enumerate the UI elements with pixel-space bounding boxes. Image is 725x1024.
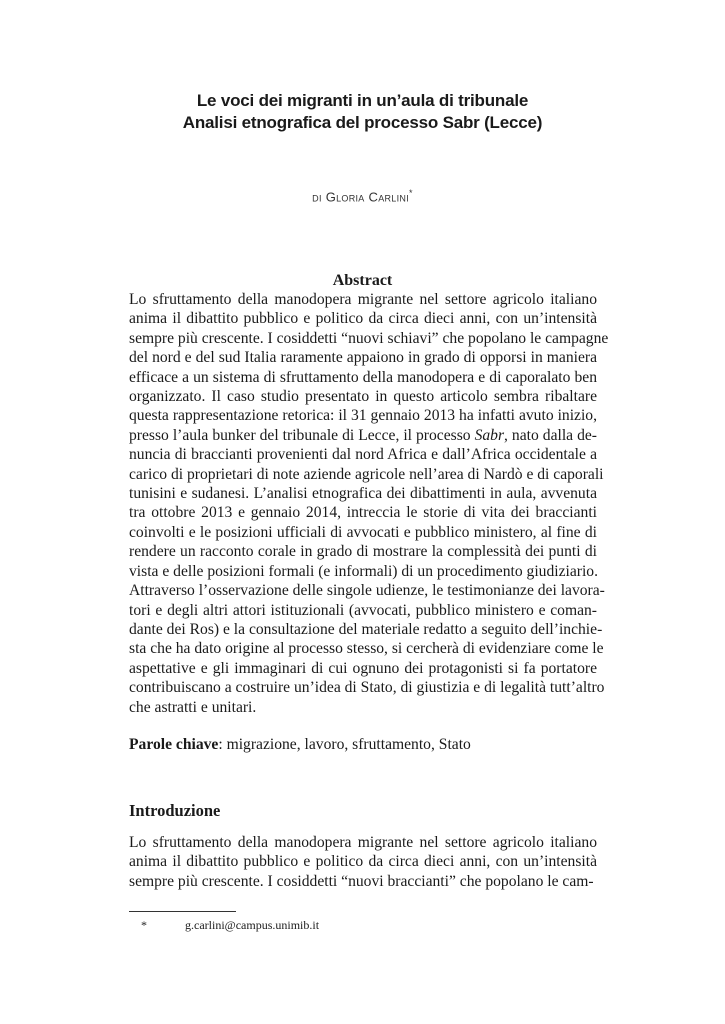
text-line: sta che ha dato origine al processo stesso, si cercherà di evidenziare come le <box>129 640 604 658</box>
text-line: questa rappresentazione retorica: il 31 gennaio 2013 ha infatti avuto inizio, <box>129 407 597 425</box>
text-line: rendere un racconto corale in grado di mostrare la complessità dei punti di <box>129 543 597 561</box>
text-line: che astratti e unitari. <box>129 698 257 716</box>
introduction-heading: Introduzione <box>129 801 221 820</box>
text-line: carico di proprietari di note aziende agricole nell’area di Nardò e di caporali <box>129 465 604 483</box>
text-line: anima il dibattito pubblico e politico da circa dieci anni, con un’intensità <box>129 310 597 328</box>
footnote-email: g.carlini@campus.unimib.it <box>185 918 320 932</box>
title-line-1: Le voci dei migranti in un’aula di tribunale <box>196 91 529 110</box>
footnote <box>141 918 319 933</box>
text-line: tori e degli altri attori istituzionali (avvocati, pubblico ministero e coman- <box>129 601 597 619</box>
text-line: organizzato. Il caso studio presentato in questo articolo sembra ribaltare <box>129 388 597 406</box>
keywords-label: Parole chiave <box>129 736 219 753</box>
text-line: sempre più crescente. I cosiddetti “nuovi braccianti” che popolano le cam- <box>129 872 594 890</box>
text-line: aspettative e gli immaginari di cui ognuno dei protagonisti si fa portatore <box>129 659 597 677</box>
text-line: presso l’aula bunker del tribunale di Lecce, il processo Sabr, nato dalla de- <box>129 426 597 444</box>
text-line: dante dei Ros) e la consultazione del materiale redatto a seguito dell’inchie- <box>129 620 603 638</box>
abstract-body <box>129 290 609 717</box>
text-line: tra ottobre 2013 e gennaio 2014, intreccia le storie di vita dei braccianti <box>129 504 597 522</box>
text-line: Attraverso l’osservazione delle singole udienze, le testimonianze dei lavora- <box>129 582 605 600</box>
text-line: contribuiscano a costruire un’idea di Stato, di giustizia e di legalità tutt’altro <box>129 679 605 697</box>
text-line: Lo sfruttamento della manodopera migrante nel settore agricolo italiano <box>129 834 597 851</box>
abstract-heading: Abstract <box>332 272 393 289</box>
title-line-2: Analisi etnografica del processo Sabr (Lecce) <box>182 113 543 132</box>
text-line: vista e delle posizioni formali (e informali) di un procedimento giudiziario. <box>129 562 598 580</box>
introduction-body <box>129 833 597 891</box>
author-prefix: di <box>312 189 322 205</box>
author-byline <box>0 188 725 204</box>
text-line: coinvolti e le posizioni ufficiali di avvocati e pubblico ministero, al fine di <box>129 523 597 541</box>
author-name: Gloria Carlini <box>325 189 410 205</box>
text-line: nuncia di braccianti provenienti dal nord Africa e dall’Africa occidentale a <box>129 446 597 464</box>
text-line: efficace a un sistema di sfruttamento della manodopera e di caporalato ben <box>129 368 597 386</box>
text-line: anima il dibattito pubblico e politico da circa dieci anni, con un’intensità <box>129 853 597 871</box>
keywords-text: : migrazione, lavoro, sfruttamento, Stato <box>218 736 471 753</box>
author-footnote-mark: * <box>409 188 413 198</box>
footnote-rule <box>129 911 236 912</box>
italic-case-name: Sabr <box>474 426 505 444</box>
keywords <box>129 736 471 754</box>
text-line: sempre più crescente. I cosiddetti “nuovi schiavi” che popolano le campagne <box>129 329 609 347</box>
paper-title <box>0 90 725 134</box>
text-line: Lo sfruttamento della manodopera migrante nel settore agricolo italiano <box>129 291 597 308</box>
text-line: tunisini e sudanesi. L’analisi etnografica dei dibattimenti in aula, avvenuta <box>129 485 597 503</box>
text-line: del nord e del sud Italia raramente appaiono in grado di opporsi in maniera <box>129 349 597 367</box>
footnote-mark: * <box>141 918 147 932</box>
